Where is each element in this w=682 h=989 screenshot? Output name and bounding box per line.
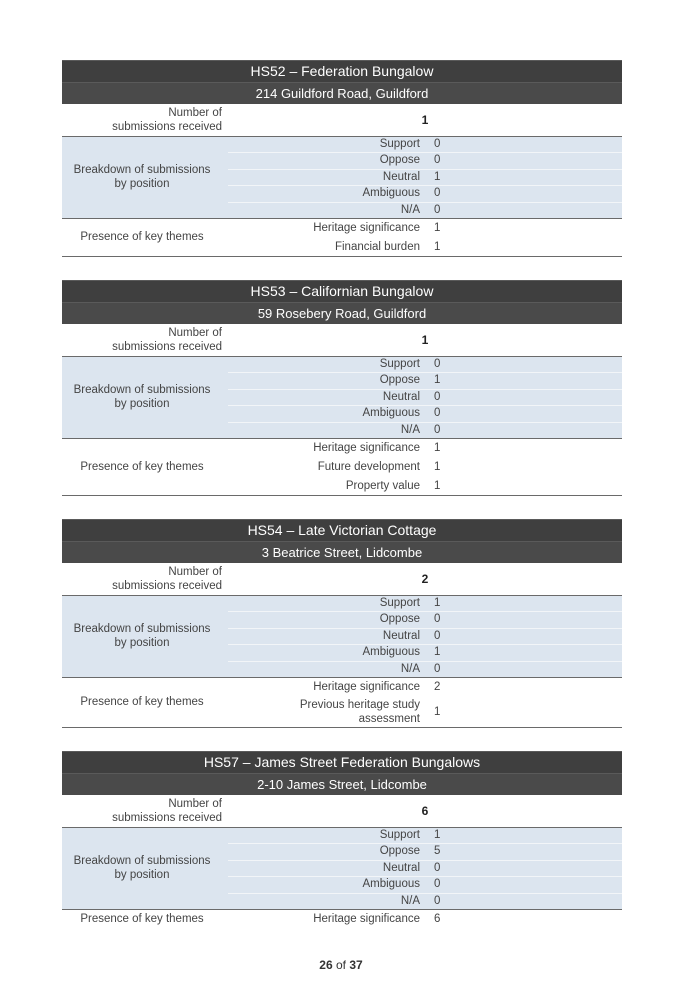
position-support: Support 0 (228, 137, 622, 153)
theme-item: Heritage significance 6 (313, 913, 441, 926)
breakdown-label: Breakdown of submissions by position (73, 384, 211, 411)
breakdown-values (228, 828, 622, 909)
position-neutral: Neutral 1 (228, 170, 622, 186)
themes-values (228, 910, 622, 929)
submissions-count: 1 (421, 113, 429, 127)
submissions-row (62, 563, 622, 596)
position-oppose: Oppose 0 (228, 612, 622, 628)
submissions-row (62, 795, 622, 828)
page-number (0, 958, 682, 972)
submissions-count: 1 (421, 333, 429, 347)
theme-item: Future development 1 (317, 461, 441, 474)
themes-label: Presence of key themes (80, 460, 204, 473)
theme-item: Heritage significance 1 (313, 442, 441, 455)
breakdown-label: Breakdown of submissions by position (73, 623, 211, 650)
themes-values (228, 219, 622, 256)
theme-item: Heritage significance 1 (313, 222, 441, 235)
page-of: of (335, 958, 346, 972)
heritage-item-hs53 (62, 280, 622, 496)
position-oppose: Oppose 0 (228, 153, 622, 169)
position-oppose: Oppose 1 (228, 373, 622, 389)
breakdown-row (62, 357, 622, 439)
themes-row (62, 910, 622, 929)
themes-row (62, 678, 622, 728)
heritage-item-hs57 (62, 751, 622, 929)
position-na: N/A 0 (400, 894, 441, 907)
position-na: N/A 0 (400, 423, 441, 436)
position-neutral: Neutral 0 (228, 861, 622, 877)
heritage-item-hs54 (62, 519, 622, 728)
themes-label: Presence of key themes (80, 696, 204, 709)
themes-row (62, 219, 622, 257)
item-title: HS52 – Federation Bungalow (62, 60, 622, 82)
position-ambiguous: Ambiguous 0 (228, 186, 622, 202)
submissions-label: Number of submissions received (112, 566, 222, 592)
position-ambiguous: Ambiguous 1 (228, 645, 622, 661)
theme-item: Previous heritage study assessment 1 (299, 698, 441, 725)
submissions-label: Number of submissions received (112, 798, 222, 824)
theme-item: Financial burden 1 (334, 240, 441, 253)
themes-row (62, 439, 622, 496)
submissions-row (62, 324, 622, 357)
position-neutral: Neutral 0 (228, 390, 622, 406)
item-address: 3 Beatrice Street, Lidcombe (62, 541, 622, 563)
breakdown-values (228, 596, 622, 677)
item-address: 59 Rosebery Road, Guildford (62, 302, 622, 324)
submissions-row (62, 104, 622, 137)
current-page: 26 (319, 958, 333, 972)
breakdown-label: Breakdown of submissions by position (73, 855, 211, 882)
themes-label: Presence of key themes (80, 913, 204, 926)
submissions-count: 2 (421, 572, 429, 586)
item-title: HS57 – James Street Federation Bungalows (62, 751, 622, 773)
position-na: N/A 0 (400, 662, 441, 675)
breakdown-row (62, 137, 622, 219)
breakdown-values (228, 357, 622, 438)
item-title: HS53 – Californian Bungalow (62, 280, 622, 302)
submissions-label: Number of submissions received (112, 107, 222, 133)
item-title: HS54 – Late Victorian Cottage (62, 519, 622, 541)
breakdown-label: Breakdown of submissions by position (73, 164, 211, 191)
position-support: Support 1 (228, 596, 622, 612)
item-address: 214 Guildford Road, Guildford (62, 82, 622, 104)
theme-item: Property value 1 (345, 479, 441, 492)
item-address: 2-10 James Street, Lidcombe (62, 773, 622, 795)
breakdown-row (62, 596, 622, 678)
position-oppose: Oppose 5 (228, 844, 622, 860)
themes-values (228, 678, 622, 727)
themes-label: Presence of key themes (80, 231, 204, 244)
position-neutral: Neutral 0 (228, 629, 622, 645)
themes-values (228, 439, 622, 495)
theme-item: Heritage significance 2 (313, 681, 441, 694)
breakdown-row (62, 828, 622, 910)
total-pages: 37 (349, 958, 363, 972)
position-ambiguous: Ambiguous 0 (228, 406, 622, 422)
position-support: Support 1 (228, 828, 622, 844)
position-support: Support 0 (228, 357, 622, 373)
heritage-item-hs52 (62, 60, 622, 257)
submissions-label: Number of submissions received (112, 327, 222, 353)
position-ambiguous: Ambiguous 0 (228, 877, 622, 893)
breakdown-values (228, 137, 622, 218)
position-na: N/A 0 (400, 203, 441, 216)
submissions-count: 6 (421, 804, 429, 818)
